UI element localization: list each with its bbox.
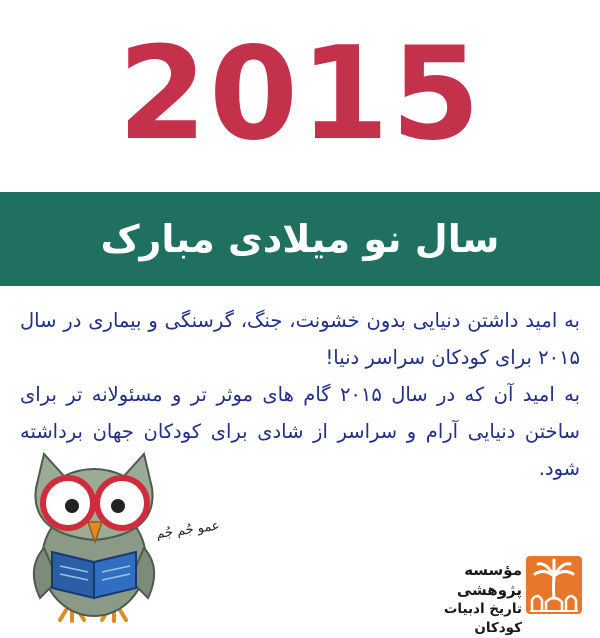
institute-name-line1: مؤسسه پژوهشی (456, 561, 522, 599)
institute-name (400, 560, 522, 638)
greeting-banner (0, 192, 600, 286)
institute-logo-icon (526, 556, 582, 614)
banner-title: سال نو میلادی مبارک (100, 217, 500, 261)
institute-name-line2: تاریخ ادبیات کودکان (443, 601, 522, 636)
message-paragraph-1: به امید داشتن دنیایی بدون خشونت، جنگ، گرسنگی و بیماری در سال ۲۰۱۵ برای کودکان سراسر دنیا! (20, 309, 580, 369)
year-title: 2015 (117, 20, 483, 169)
message-paragraph-2: به امید آن که در سال ۲۰۱۵ گام های موثر تر و مسئولانه تر برای ساختن دنیایی آرام و سراسر از شادی برای کودکان جهان برداشته شود. (20, 383, 580, 480)
mascot-caption: عمو جُم جُم (155, 518, 221, 543)
